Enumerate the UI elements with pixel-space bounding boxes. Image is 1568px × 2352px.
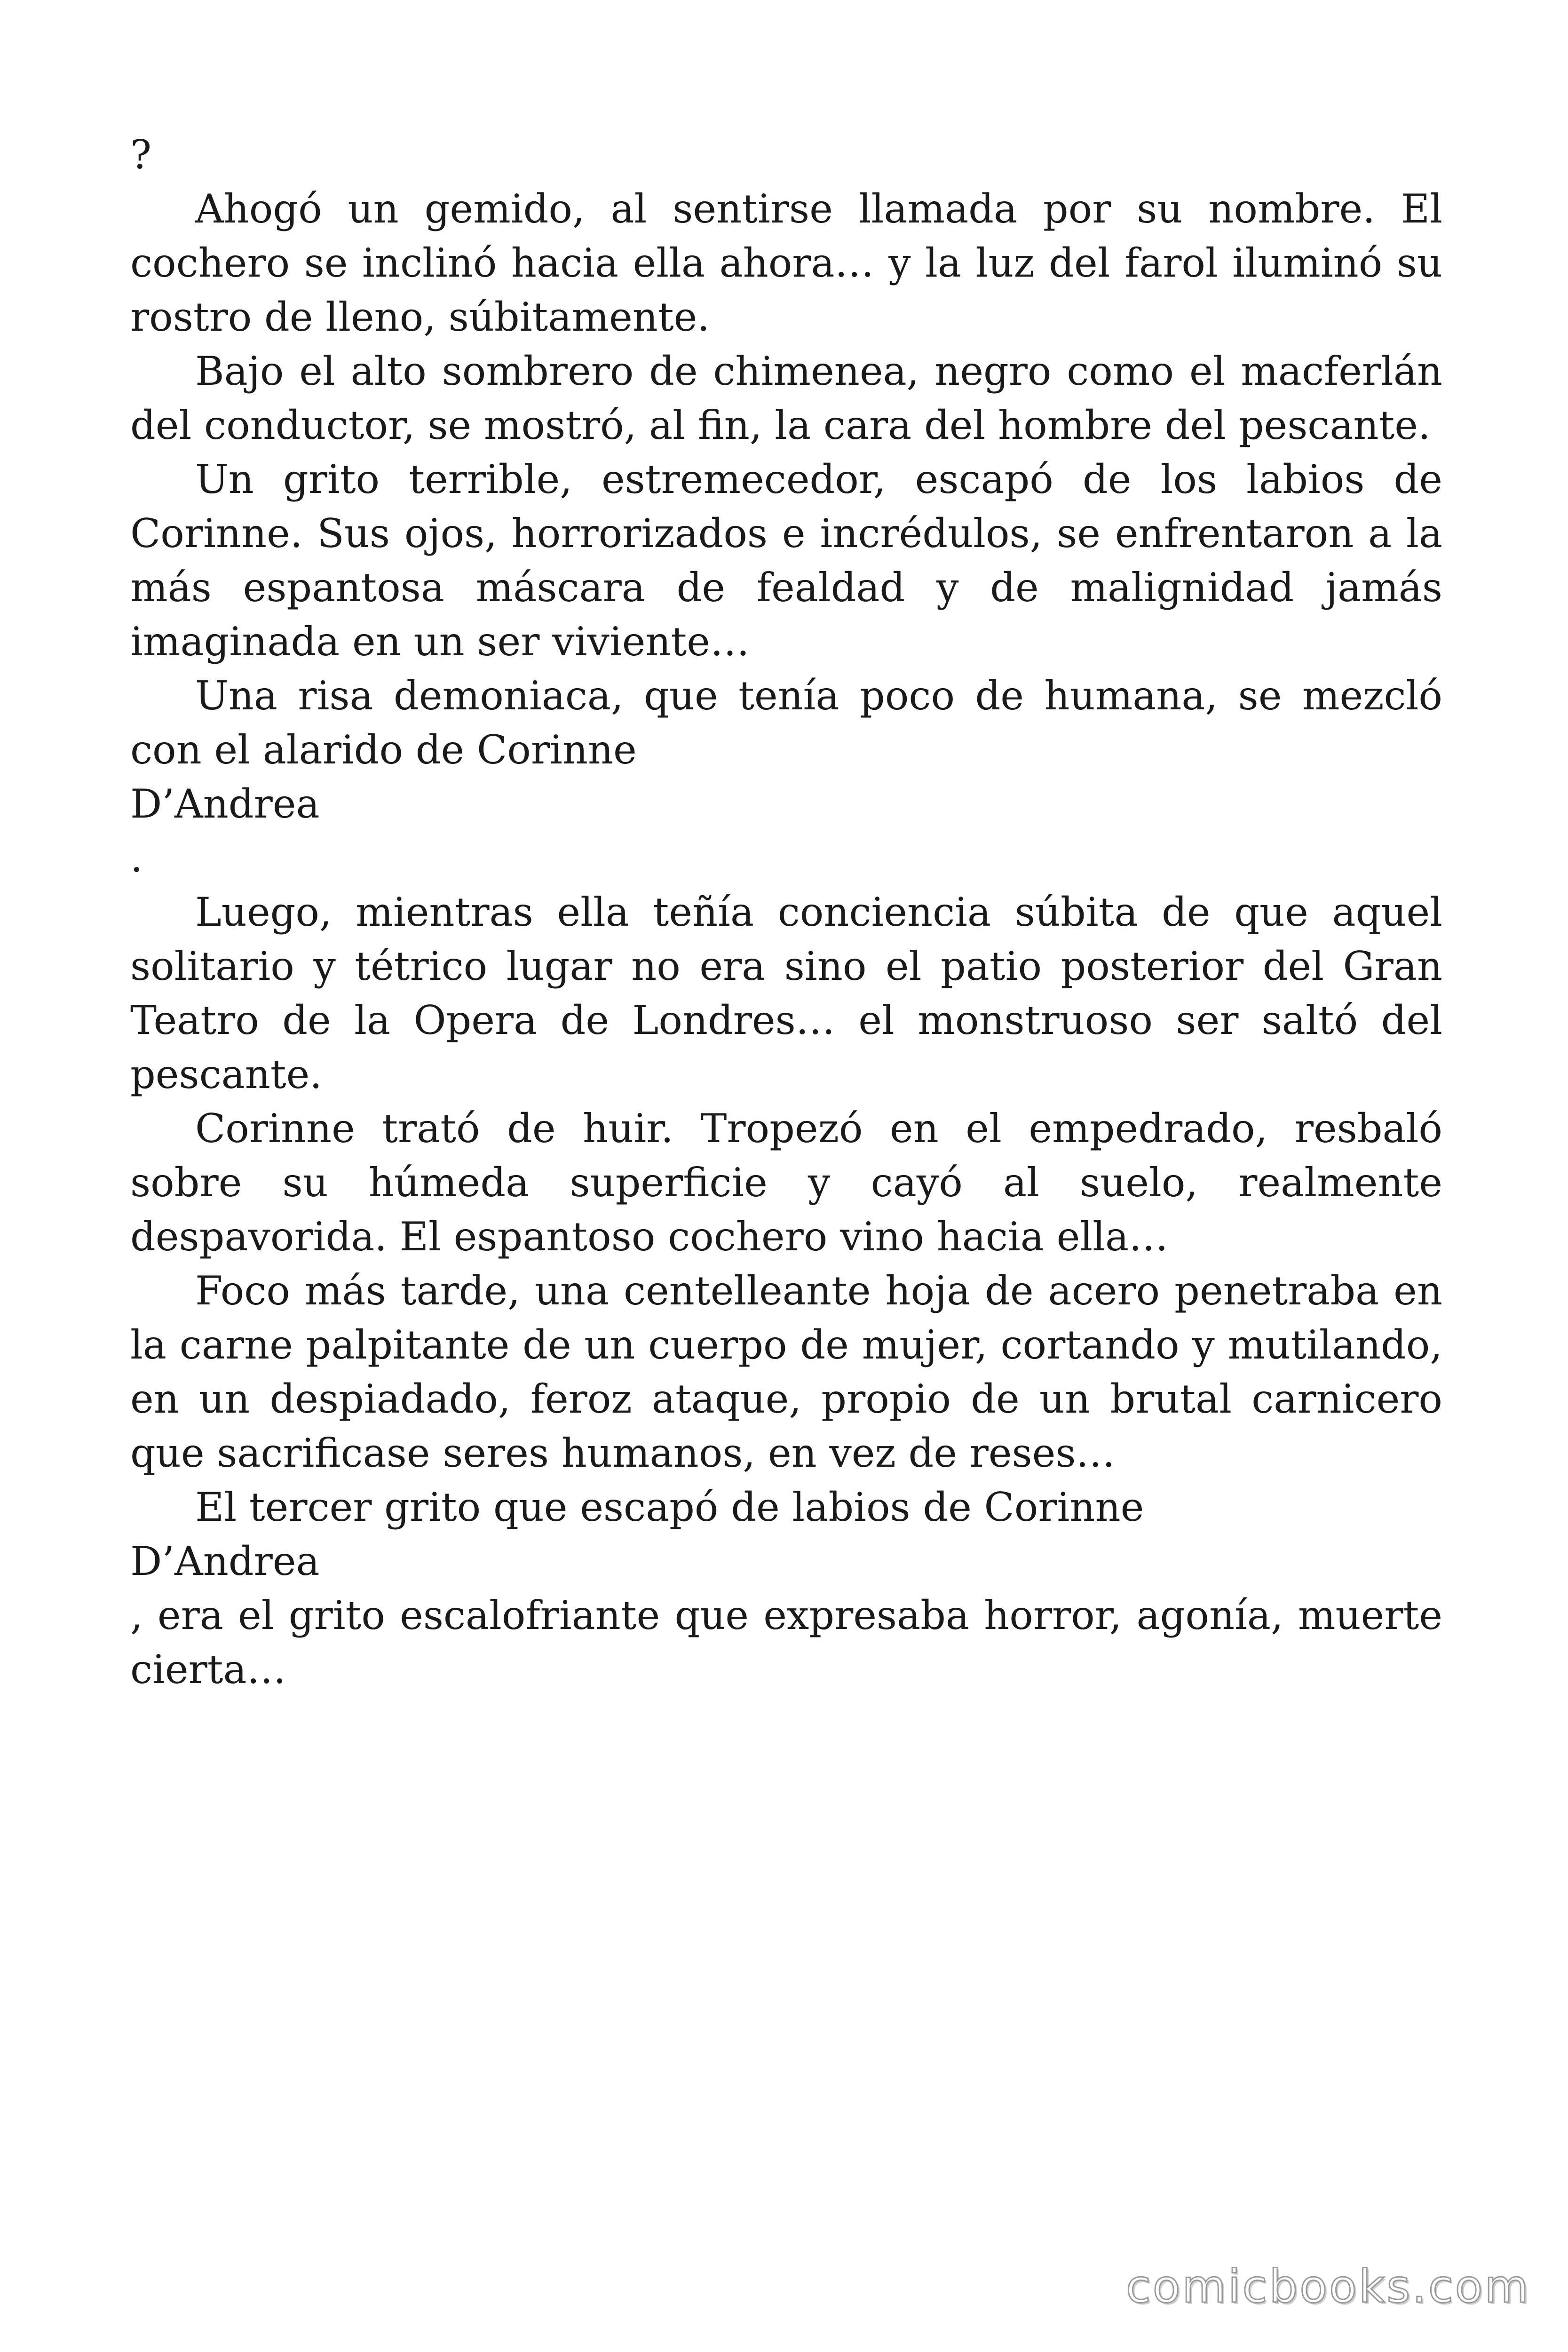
paragraph: El tercer grito que escapó de labios de Corinne bbox=[195, 1484, 1144, 1530]
paragraph: D’Andrea bbox=[130, 781, 320, 827]
paragraph: Luego, mientras ella teñía conciencia súbita de que aquel solitario y tétrico lugar no era sino el patio posterior del Gran Teatro de la Opera de Londres… el monstruoso ser saltó del pescante. bbox=[130, 889, 1442, 1097]
watermark: comicbooks.com bbox=[1125, 2260, 1530, 2313]
paragraph: Bajo el alto sombrero de chimenea, negro como el macferlán del conductor, se mostró, al fin, la cara del hombre del pescante. bbox=[130, 348, 1442, 448]
paragraph: Foco más tarde, una centelleante hoja de acero penetraba en la carne palpitante de un cuerpo de mujer, cortando y mutilando, en un despiadado, feroz ataque, propio de un brutal carnicero que sacrificase seres humanos, en vez de reses… bbox=[130, 1268, 1442, 1476]
paragraph: Ahogó un gemido, al sentirse llamada por su nombre. El cochero se inclinó hacia ella ahora… y la luz del farol iluminó su rostro de lleno, súbitamente. bbox=[130, 186, 1442, 340]
paragraph: , era el grito escalofriante que expresaba horror, agonía, muerte cierta… bbox=[130, 1592, 1442, 1692]
paragraph: ? bbox=[130, 132, 152, 178]
body-text bbox=[130, 128, 1442, 1697]
paragraph: Corinne trató de huir. Tropezó en el empedrado, resbaló sobre su húmeda superficie y cayó al suelo, realmente despavorida. El espantoso cochero vino hacia ella… bbox=[130, 1105, 1442, 1260]
paragraph: D’Andrea bbox=[130, 1538, 320, 1584]
paragraph: Una risa demoniaca, que tenía poco de humana, se mezcló con el alarido de Corinne bbox=[130, 673, 1442, 773]
paragraph: Un grito terrible, estremecedor, escapó de los labios de Corinne. Sus ojos, horrorizados e incrédulos, se enfrentaron a la más espantosa máscara de fealdad y de malignidad jamás imaginada en un ser viviente… bbox=[130, 456, 1442, 665]
paragraph: . bbox=[130, 835, 143, 881]
